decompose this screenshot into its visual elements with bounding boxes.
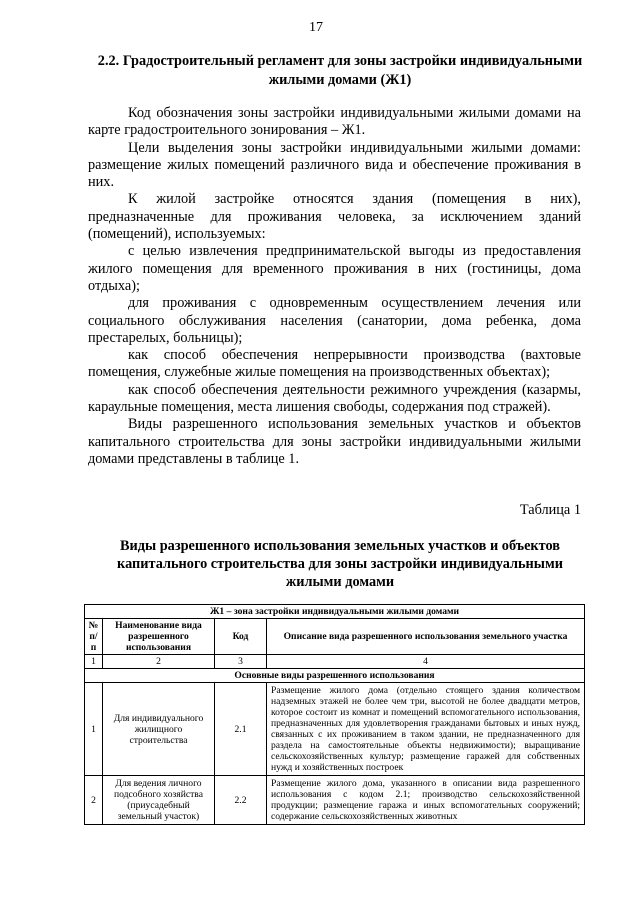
- column-number: 4: [267, 655, 585, 669]
- paragraph: Цели выделения зоны застройки индивидуальными жилыми домами: размещение жилых помещений различного вида и обеспечение проживания в них.: [88, 139, 581, 191]
- column-header: Описание вида разрешенного использования земельного участка: [267, 619, 585, 655]
- column-headers: [85, 619, 585, 655]
- column-header: № п/п: [85, 619, 103, 655]
- paragraph: Виды разрешенного использования земельных участков и объектов капитального строительства для зоны застройки индивидуальными жилыми домами представлены в таблице 1.: [88, 416, 581, 467]
- row-number: 2: [85, 776, 103, 825]
- column-header: Наименование вида разрешенного использования: [103, 619, 215, 655]
- column-number: 1: [85, 655, 103, 669]
- regulation-table: [84, 604, 585, 825]
- paragraph: К жилой застройке относятся здания (помещения в них), предназначенные для проживания человека, за исключением зданий (помещений), используемых:: [88, 191, 581, 243]
- row-name: Для индивидуального жилищного строительства: [103, 683, 215, 776]
- column-number-row: [85, 655, 585, 669]
- paragraph: Код обозначения зоны застройки индивидуальными жилыми домами на карте градостроительного зонирования – Ж1.: [88, 105, 581, 139]
- row-description: Размещение жилого дома, указанного в описании вида разрешенного использования с кодом 2.1; производство сельскохозяйственной продукции; размещение гаража и иных вспомогательных сооружений; содержание сельскохозяйственных животных: [267, 776, 585, 825]
- list-item: как способ обеспечения непрерывности производства (вахтовые помещения, служебные жилые помещения на производственных объектах);: [88, 347, 581, 381]
- list-item: для проживания с одновременным осуществлением лечения или социального обслуживания населения (санатории, дома ребенка, дома престарелых, больницы);: [88, 295, 581, 346]
- table-row: [85, 683, 585, 776]
- row-name: Для ведения личного подсобного хозяйства (приусадебный земельный участок): [103, 776, 215, 825]
- row-number: 1: [85, 683, 103, 776]
- page-number: 17: [309, 20, 323, 35]
- row-code: 2.1: [215, 683, 267, 776]
- table-row: [85, 776, 585, 825]
- column-number: 3: [215, 655, 267, 669]
- zone-header: Ж1 – зона застройки индивидуальными жилыми домами: [85, 605, 585, 619]
- list-item: как способ обеспечения деятельности режимного учреждения (казармы, караульные помещения, места лишения свободы, содержания под стражей).: [88, 381, 581, 416]
- table-caption: Таблица 1: [519, 502, 581, 518]
- table-title: Виды разрешенного использования земельных участков и объектов капитального строительства для зоны застройки индивидуальными жилыми домами: [117, 538, 563, 590]
- column-header: Код: [215, 619, 267, 655]
- row-code: 2.2: [215, 776, 267, 825]
- row-description: Размещение жилого дома (отдельно стоящего здания количеством надземных этажей не более чем три, высотой не более двадцати метров, которое состоит из комнат и помещений вспомогательного использования, предназначенных для удовлетворения гражданами бытовых и иных нужд, связанных с их проживанием в таком здании, не предназначенного для раздела на самостоятельные объекты недвижимости); выращивание сельскохозяйственных культур; размещение гаражей для собственных нужд и хозяйственных построек: [267, 683, 585, 776]
- section-title: 2.2. Градостроительный регламент для зоны застройки индивидуальными жилыми домами (Ж1): [97, 53, 583, 88]
- body-text: [88, 105, 581, 468]
- column-number: 2: [103, 655, 215, 669]
- list-item: с целью извлечения предпринимательской выгоды из предоставления жилого помещения для временного проживания в них (гостиницы, дома отдыха);: [88, 243, 581, 294]
- group-header: Основные виды разрешенного использования: [85, 669, 585, 683]
